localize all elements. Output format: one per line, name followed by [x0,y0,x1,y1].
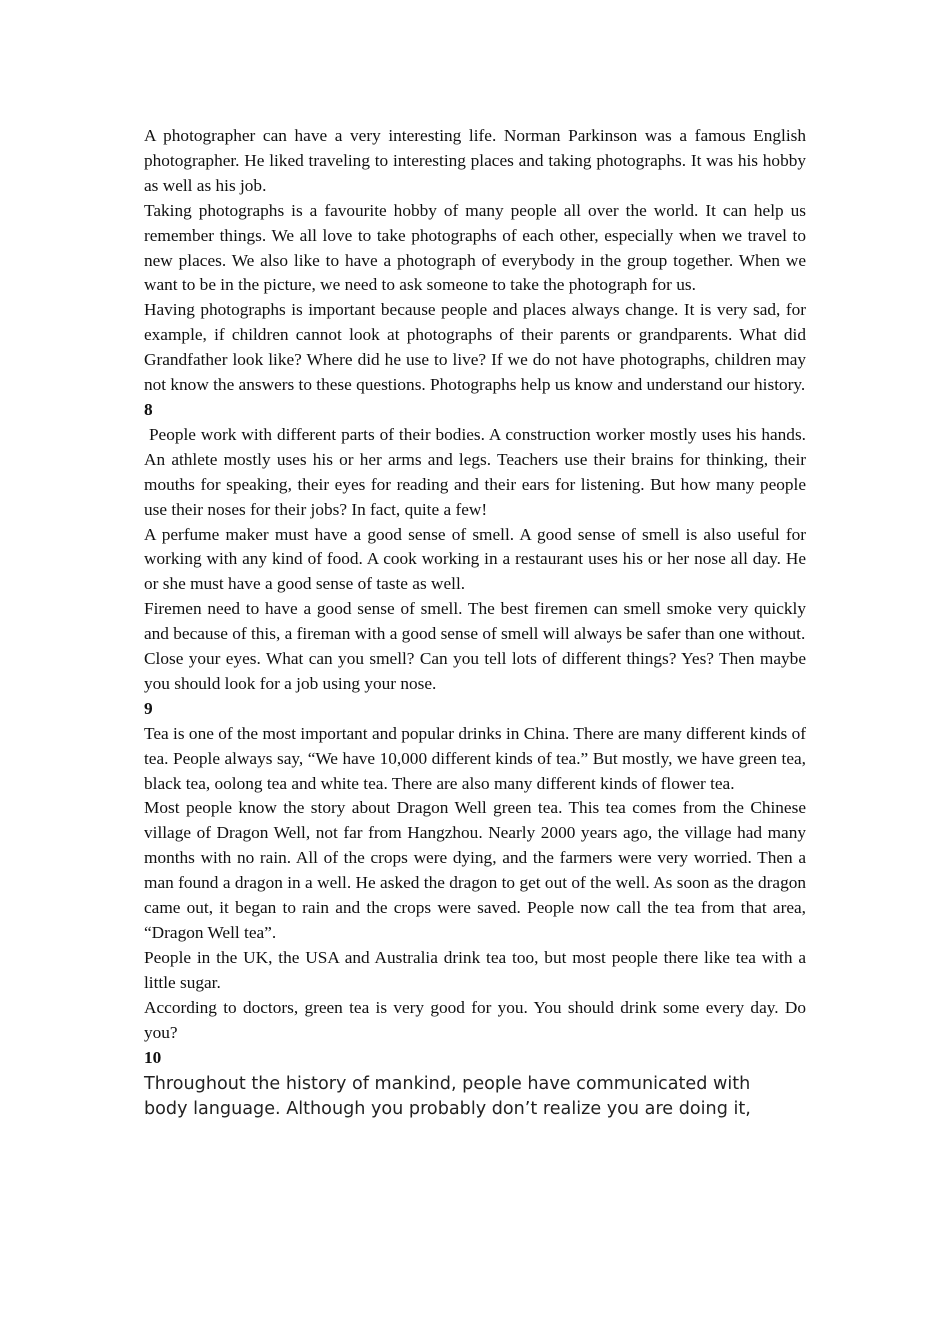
passage-8-paragraph-1: People work with different parts of their bodies. A construction worker mostly uses his hands. An athlete mostly uses his or her arms and legs. Teachers use their brains for thinking, their mouths for speaking, their eyes for reading and their ears for listening. But how many people use their noses for their jobs? In fact, quite a few! [144,424,811,519]
passage-10-line-1: Throughout the history of mankind, people have communicated with [144,1074,751,1095]
passage-9-paragraph-4: According to doctors, green tea is very good for you. You should drink some every day. Do you? [144,997,806,1042]
passage-9-paragraph-1: Tea is one of the most important and popular drinks in China. There are many different kinds of tea. People always say, “We have 10,000 different kinds of tea.” But mostly, we have green tea, black tea, oolong tea and white tea. There are also many different kinds of flower tea. [144,723,806,793]
document-page [144,124,811,1122]
passage-10-number: 10 [144,1047,162,1067]
passage-10-line-2: body language. Although you probably don’t realize you are doing it, [144,1099,751,1120]
passage-10-paragraph-1 [144,1072,806,1122]
passage-8-number: 8 [144,399,153,419]
passage-9-number: 9 [144,698,153,718]
passage-7-paragraph-3: Having photographs is important because people and places always change. It is very sad, for example, if children cannot look at photographs of their parents or grandparents. What did Grandfather look like? Where did he use to live? If we do not have photographs, children may not know the answers to these questions. Photographs help us know and understand our history. [144,300,806,395]
passage-9-paragraph-2: Most people know the story about Dragon Well green tea. This tea comes from the Chinese village of Dragon Well, not far from Hangzhou. Nearly 2000 years ago, the village had many months with no rain. All of the crops were dying, and the farmers were very worried. Then a man found a dragon in a well. He asked the dragon to get out of the well. As soon as the dragon came out, it began to rain and the crops were saved. People now call the tea from that area, “Dragon Well tea”. [144,798,806,942]
passage-7-paragraph-2: Taking photographs is a favourite hobby of many people all over the world. It can help us remember things. We all love to take photographs of each other, especially when we travel to new places. We also like to have a photograph of everybody in the group together. When we want to be in the picture, we need to ask someone to take the photograph for us. [144,200,806,295]
passage-7-paragraph-1: A photographer can have a very interesting life. Norman Parkinson was a famous English photographer. He liked traveling to interesting places and taking photographs. It was his hobby as well as his job. [144,126,806,195]
passage-8-paragraph-3: Firemen need to have a good sense of smell. The best firemen can smell smoke very quickly and because of this, a fireman with a good sense of smell will always be safer than one without. [144,599,806,644]
passage-8-paragraph-4: Close your eyes. What can you smell? Can you tell lots of different things? Yes? Then maybe you should look for a job using your nose. [144,649,806,693]
passage-8-paragraph-2: A perfume maker must have a good sense of smell. A good sense of smell is also useful for working with any kind of food. A cook working in a restaurant uses his or her nose all day. He or she must have a good sense of taste as well. [144,524,806,594]
passage-9-paragraph-3: People in the UK, the USA and Australia drink tea too, but most people there like tea with a little sugar. [144,947,806,992]
